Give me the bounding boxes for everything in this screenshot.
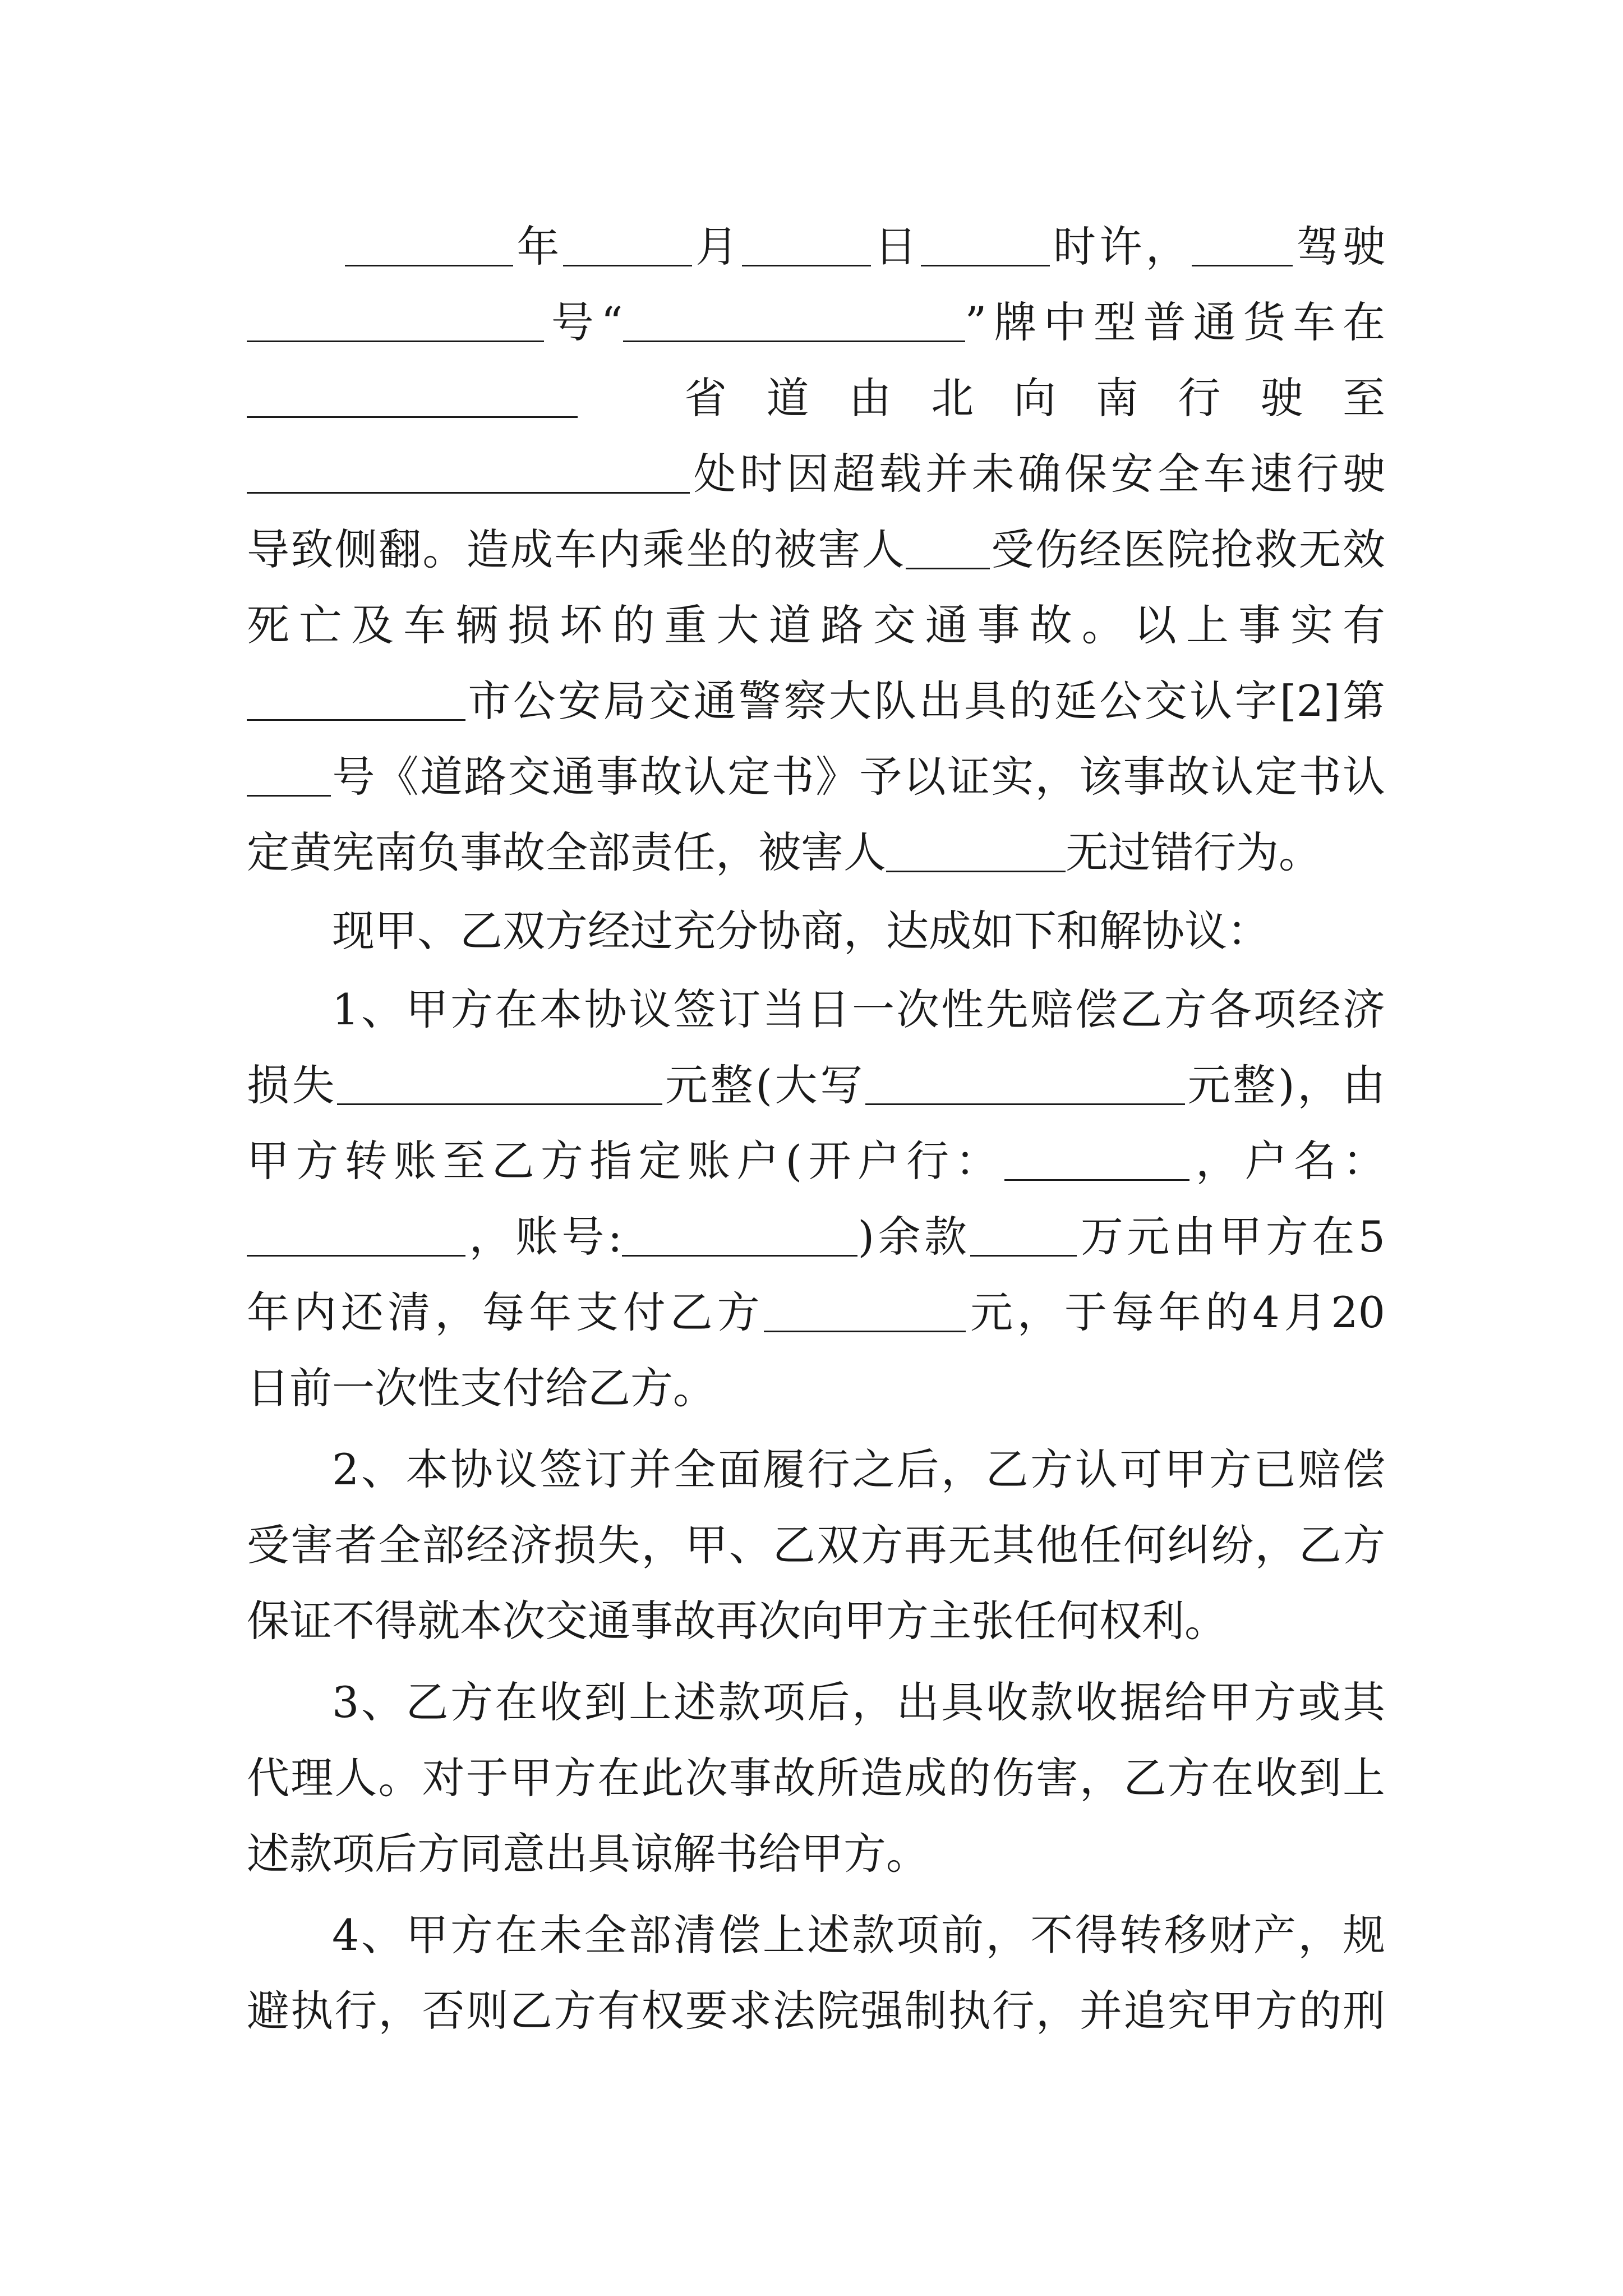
intro-line-4 <box>247 435 1385 513</box>
amount-blank <box>337 1065 662 1105</box>
time-label: 时许， <box>1049 222 1192 272</box>
intro-line-1 <box>247 208 1385 286</box>
clause1-line-6: 日前一次性支付给乙方。 <box>247 1363 716 1413</box>
balance-label: )余款 <box>857 1212 971 1262</box>
drive-label: 驾驶 <box>1293 222 1385 272</box>
month-blank <box>563 227 692 266</box>
road-direction-label: 省道由北向南行驶至 <box>684 373 1385 423</box>
report-title-label: 号《道路交通事故认定书》予以证实，该事故认定书认 <box>331 752 1385 802</box>
amount-uppercase-label: 元整(大写 <box>662 1060 866 1110</box>
intro-line-3 <box>247 359 1385 438</box>
year-label: 年 <box>513 222 563 272</box>
clause3-line-1: 3、乙方在收到上述款项后，出具收款收据给甲方或其 <box>332 1677 1385 1727</box>
accident-place-blank <box>247 454 690 494</box>
no-fault-label: 无过错行为。 <box>1066 827 1321 877</box>
location-blank <box>247 378 578 418</box>
day-label: 日 <box>870 222 921 272</box>
plate-prefix-blank <box>247 302 544 342</box>
report-number-blank <box>247 757 331 797</box>
clause2-line-3: 保证不得就本次交通事故再次向甲方主张任何权利。 <box>247 1596 1227 1646</box>
month-label: 月 <box>691 222 742 272</box>
agreement-intro: 现甲、乙双方经过充分协商，达成如下和解协议： <box>332 906 1270 956</box>
annual-amount-blank <box>764 1292 966 1332</box>
year-blank <box>345 227 513 266</box>
account-number-blank <box>622 1217 857 1257</box>
bank-label: 甲方转账至乙方指定账户(开户行： <box>247 1136 1004 1186</box>
clause2-line-2: 受害者全部经济损失，甲、乙双方再无其他任何纠纷，乙方 <box>247 1520 1385 1570</box>
account-name-blank <box>247 1217 465 1257</box>
clause4-line-1: 4、甲方在未全部清偿上述款项前，不得转移财产，规 <box>332 1910 1385 1960</box>
intro-line-6: 死亡及车辆损坏的重大道路交通事故。以上事实有 <box>247 600 1385 650</box>
intro-line-5 <box>247 510 1385 589</box>
clause2-line-1: 2、本协议签订并全面履行之后，乙方认可甲方已赔偿 <box>332 1444 1385 1494</box>
repayment-term-label: 万元由甲方在5 <box>1077 1212 1385 1262</box>
intro-line-8 <box>247 738 1385 816</box>
payment-date-label: 元，于每年的4月20 <box>966 1287 1385 1337</box>
balance-blank <box>970 1217 1077 1257</box>
clause1-line-1: 1、甲方在本协议签订当日一次性先赔偿乙方各项经济 <box>332 984 1385 1034</box>
vehicle-type-label: ”牌中型普通货车在 <box>965 297 1385 347</box>
hour-blank <box>921 227 1050 266</box>
city-blank <box>247 681 465 721</box>
clause1-line-3 <box>247 1122 1385 1200</box>
amount-uppercase-blank <box>865 1065 1185 1105</box>
victim-intro-label: 导致侧翻。造成车内乘坐的被害人 <box>247 524 906 574</box>
loss-label: 损失 <box>247 1060 338 1110</box>
plate-number-label: 号“ <box>544 297 623 347</box>
victim-name-blank <box>886 832 1066 872</box>
police-report-label: 市公安局交通警察大队出具的延公交认字[2]第 <box>465 676 1385 726</box>
clause1-line-2 <box>247 1046 1385 1125</box>
plate-blank <box>623 302 965 342</box>
clause3-line-2: 代理人。对于甲方在此次事故所造成的伤害，乙方在收到上 <box>247 1753 1385 1803</box>
clause1-line-4 <box>247 1198 1385 1276</box>
annual-payment-label: 年内还清，每年支付乙方 <box>247 1287 764 1337</box>
day-blank <box>742 227 871 266</box>
driver-blank <box>1192 227 1293 266</box>
injury-label: 受伤经医院抢救无效 <box>990 524 1385 574</box>
amount-end-label: 元整)，由 <box>1185 1060 1385 1110</box>
bank-blank <box>1004 1141 1189 1181</box>
clause3-line-3: 述款项后方同意出具谅解书给甲方。 <box>247 1829 929 1879</box>
victim-blank <box>906 530 990 569</box>
clause4-line-2: 避执行，否则乙方有权要求法院强制执行，并追究甲方的刑 <box>247 1986 1385 2036</box>
clause1-line-5 <box>247 1273 1385 1352</box>
liability-label: 定黄宪南负事故全部责任，被害人 <box>247 827 886 877</box>
accident-cause-label: 处时因超载并未确保安全车速行驶 <box>690 449 1385 499</box>
intro-line-7 <box>247 662 1385 740</box>
account-number-label: ，账号: <box>465 1212 623 1262</box>
intro-line-9 <box>247 813 1385 892</box>
intro-line-2 <box>247 283 1385 362</box>
account-name-label: ，户名： <box>1189 1136 1385 1186</box>
